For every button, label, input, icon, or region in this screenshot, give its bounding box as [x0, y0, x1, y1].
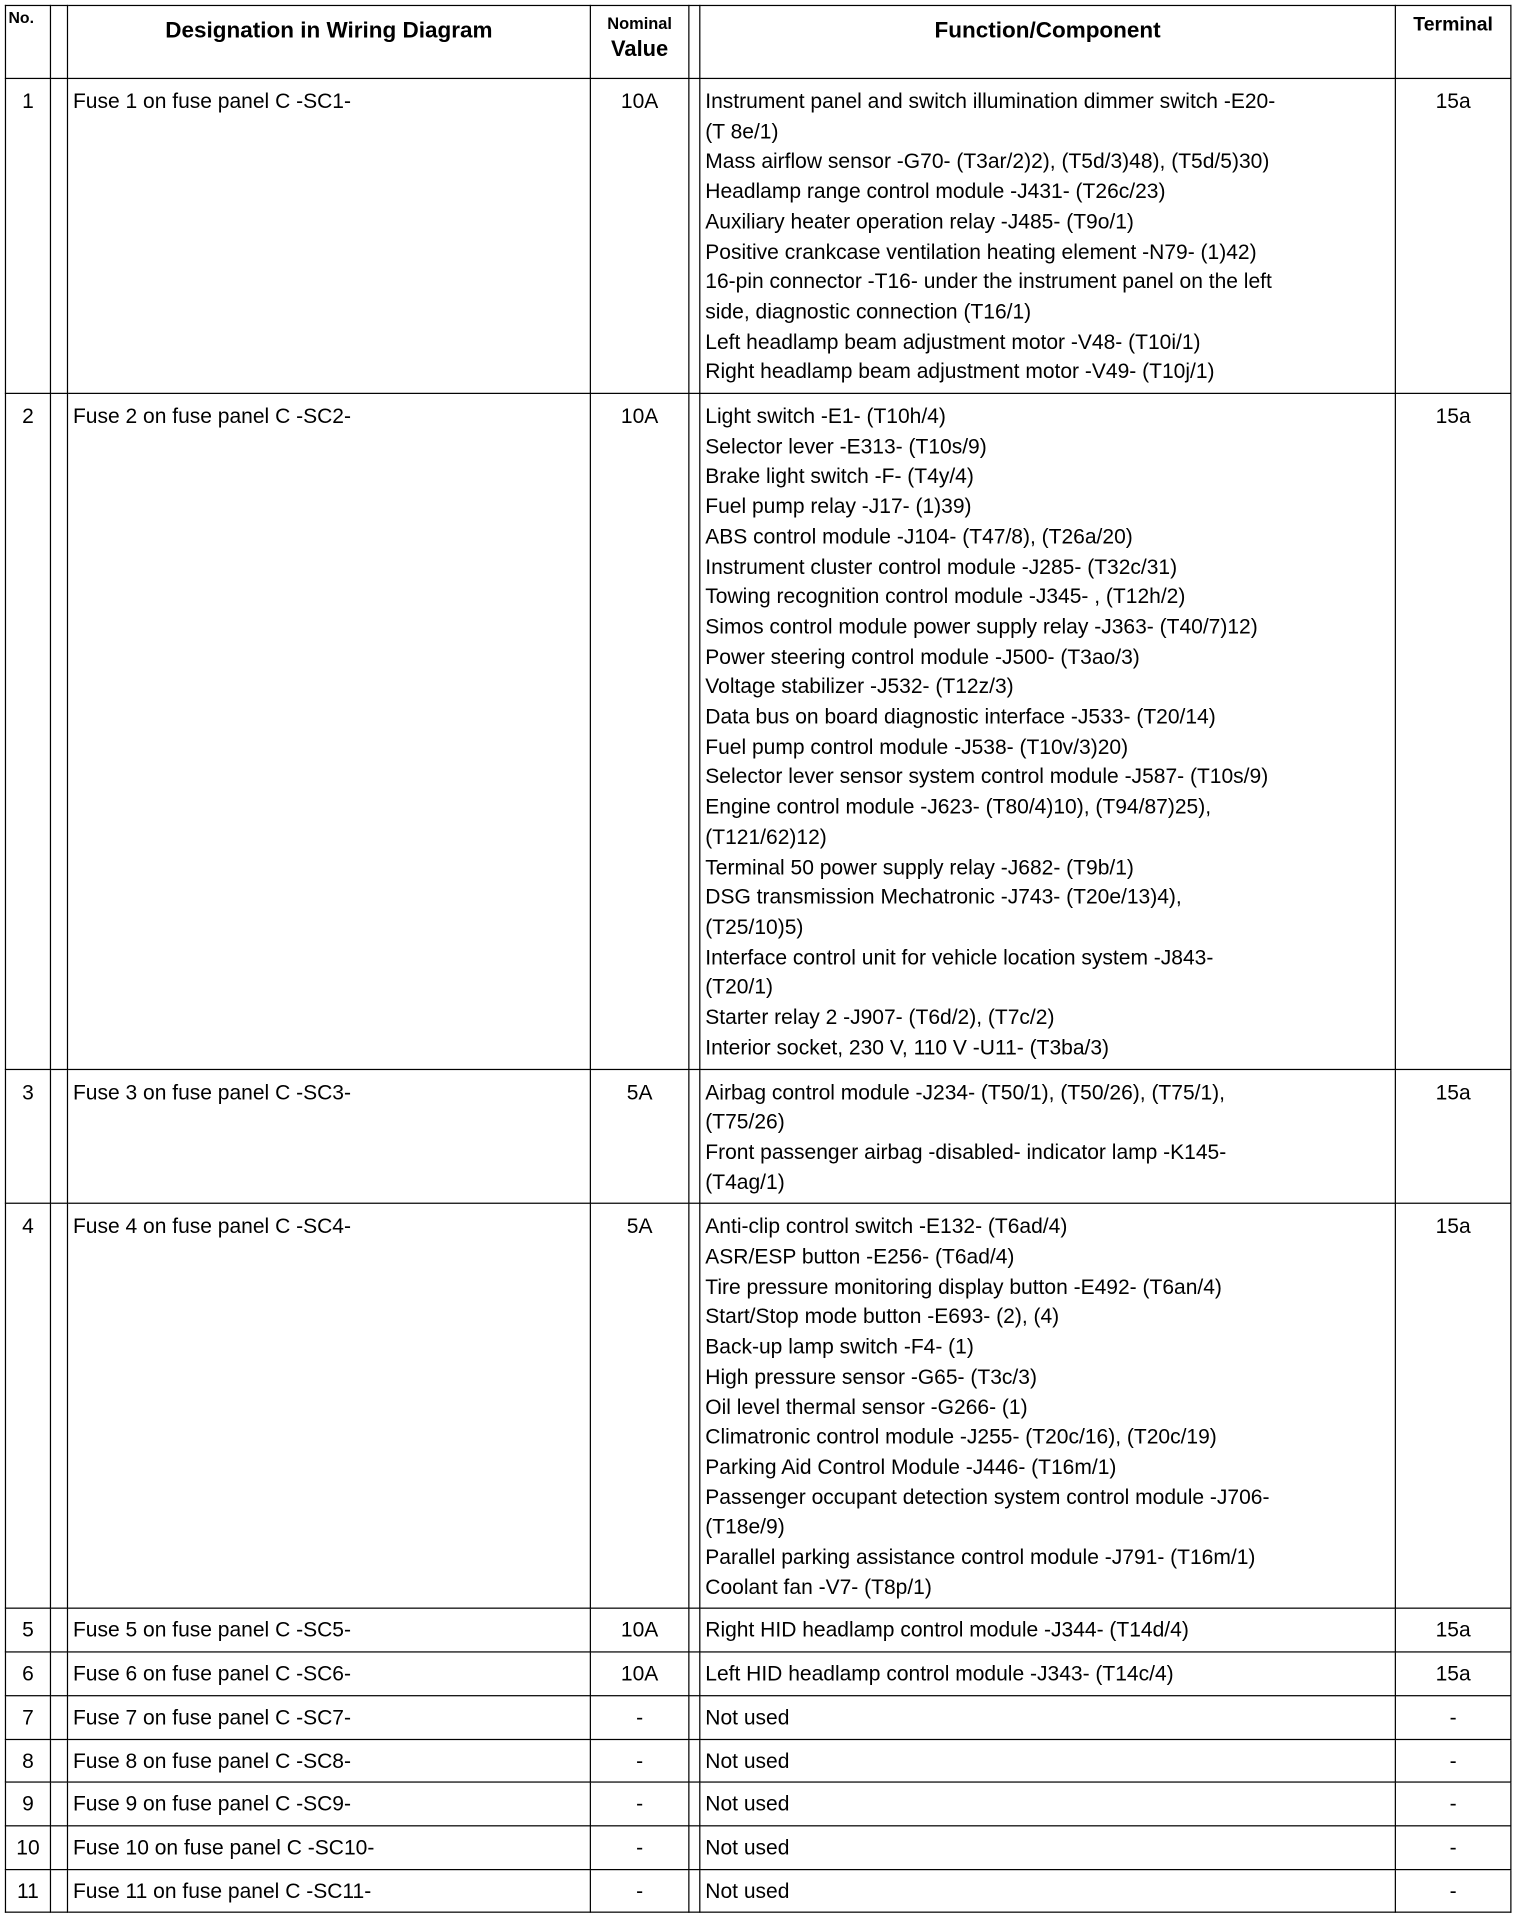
function-line: Left headlamp beam adjustment motor -V48- (T10i/1) [705, 329, 1201, 354]
row-number-cell: 9 [5, 1782, 50, 1825]
function-line: Not used [705, 1834, 790, 1860]
table-row [5, 393, 1510, 1068]
designation-cell: Fuse 6 on fuse panel C -SC6- [67, 1652, 590, 1695]
nominal-value-cell: - [590, 1826, 688, 1869]
function-line: High pressure sensor -G65- (T3c/3) [705, 1364, 1037, 1389]
designation-cell: Fuse 5 on fuse panel C -SC5- [67, 1609, 590, 1652]
table-row [5, 1869, 1510, 1912]
function-line: Selector lever -E313- (T10s/9) [705, 433, 987, 459]
table-row [5, 1696, 1510, 1739]
function-cell [700, 1652, 1396, 1695]
header-value-label: Value [611, 36, 669, 61]
spacer-cell [50, 78, 67, 393]
function-line: Simos control module power supply relay -J363- (T40/7)12) [705, 614, 1258, 639]
nominal-value-cell: 10A [590, 1609, 688, 1652]
row-number-cell: 4 [5, 1204, 50, 1609]
spacer-cell [689, 1782, 700, 1825]
header-terminal: Terminal [1395, 5, 1511, 78]
function-cell [700, 1782, 1396, 1825]
spacer-cell [689, 1204, 700, 1609]
function-line: side, diagnostic connection (T16/1) [705, 299, 1032, 324]
function-cell [700, 1069, 1396, 1204]
function-line: Left HID headlamp control module -J343- (T14c/4) [705, 1661, 1174, 1686]
nominal-value-cell: 5A [590, 1204, 688, 1609]
function-cell [700, 1826, 1396, 1869]
function-line: (T4ag/1) [705, 1169, 785, 1194]
function-line: Passenger occupant detection system control module -J706- [705, 1484, 1270, 1509]
function-line: Data bus on board diagnostic interface -J533- (T20/14) [705, 704, 1216, 729]
function-cell [700, 1696, 1396, 1739]
nominal-value-cell: 5A [590, 1069, 688, 1204]
spacer-cell [689, 1869, 700, 1912]
nominal-value-cell: - [590, 1869, 688, 1912]
table-row [5, 1609, 1510, 1652]
function-line: (T75/26) [705, 1109, 785, 1134]
function-line: Fuel pump relay -J17- (1)39) [705, 493, 972, 519]
function-line: Back-up lamp switch -F4- (1) [705, 1334, 974, 1359]
table-row [5, 1739, 1510, 1782]
terminal-cell: 15a [1395, 1069, 1511, 1204]
table-row [5, 1069, 1510, 1204]
function-line: Parallel parking assistance control module -J791- (T16m/1) [705, 1544, 1256, 1569]
function-cell [700, 78, 1396, 393]
function-line: Fuel pump control module -J538- (T10v/3)20) [705, 734, 1129, 759]
terminal-cell: - [1395, 1739, 1511, 1782]
table-row [5, 1204, 1510, 1609]
function-line: ABS control module -J104- (T47/8), (T26a/20) [705, 523, 1133, 549]
row-number-cell: 2 [5, 393, 50, 1068]
table-row [5, 1826, 1510, 1869]
function-line: 16-pin connector -T16- under the instrument panel on the left [705, 269, 1272, 294]
function-line: Climatronic control module -J255- (T20c/16), (T20c/19) [705, 1424, 1217, 1449]
function-line: Power steering control module -J500- (T3ao/3) [705, 644, 1140, 669]
function-line: (T 8e/1) [705, 118, 779, 144]
function-line: (T18e/9) [705, 1514, 785, 1539]
function-line: Brake light switch -F- (T4y/4) [705, 463, 974, 489]
function-line: Instrument panel and switch illumination dimmer switch -E20- [705, 88, 1276, 114]
function-line: Coolant fan -V7- (T8p/1) [705, 1574, 932, 1599]
spacer-cell [50, 1652, 67, 1695]
spacer-cell [50, 1696, 67, 1739]
nominal-value-cell: 10A [590, 78, 688, 393]
terminal-cell: 15a [1395, 1652, 1511, 1695]
terminal-cell: 15a [1395, 393, 1511, 1068]
function-line: Tire pressure monitoring display button -E492- (T6an/4) [705, 1274, 1222, 1299]
table-row [5, 1652, 1510, 1695]
table-row [5, 1782, 1510, 1825]
function-line: Not used [705, 1878, 790, 1903]
table-header-row [5, 5, 1510, 78]
spacer-cell [50, 393, 67, 1068]
function-line: Not used [705, 1704, 790, 1729]
designation-cell: Fuse 11 on fuse panel C -SC11- [67, 1869, 590, 1912]
terminal-cell: 15a [1395, 78, 1511, 393]
function-line: Selector lever sensor system control module -J587- (T10s/9) [705, 764, 1269, 789]
row-number-cell: 6 [5, 1652, 50, 1695]
function-line: Towing recognition control module -J345- , (T12h/2) [705, 583, 1186, 609]
function-line: ASR/ESP button -E256- (T6ad/4) [705, 1243, 1015, 1269]
nominal-value-cell: - [590, 1739, 688, 1782]
spacer-cell [50, 1869, 67, 1912]
designation-cell: Fuse 9 on fuse panel C -SC9- [67, 1782, 590, 1825]
function-line: (T25/10)5) [705, 914, 804, 939]
spacer-cell [689, 1739, 700, 1782]
spacer-cell [689, 1652, 700, 1695]
header-nominal-value [590, 5, 688, 78]
function-line: Interface control unit for vehicle location system -J843- [705, 944, 1214, 969]
function-line: Engine control module -J623- (T80/4)10), (T94/87)25), [705, 794, 1212, 819]
header-spacer [50, 5, 67, 78]
function-line: Oil level thermal sensor -G266- (1) [705, 1394, 1028, 1419]
designation-cell: Fuse 2 on fuse panel C -SC2- [67, 393, 590, 1068]
function-line: Auxiliary heater operation relay -J485- (T9o/1) [705, 208, 1134, 234]
terminal-cell: - [1395, 1782, 1511, 1825]
function-line: Terminal 50 power supply relay -J682- (T9b/1) [705, 854, 1134, 879]
row-number-cell: 3 [5, 1069, 50, 1204]
function-line: Light switch -E1- (T10h/4) [705, 403, 946, 429]
designation-cell: Fuse 8 on fuse panel C -SC8- [67, 1739, 590, 1782]
function-line: Positive crankcase ventilation heating element -N79- (1)42) [705, 238, 1257, 264]
function-line: Anti-clip control switch -E132- (T6ad/4) [705, 1213, 1068, 1239]
spacer-cell [689, 393, 700, 1068]
function-cell [700, 1204, 1396, 1609]
header-function: Function/Component [700, 5, 1396, 78]
row-number-cell: 7 [5, 1696, 50, 1739]
function-cell [700, 393, 1396, 1068]
function-line: Right headlamp beam adjustment motor -V49- (T10j/1) [705, 359, 1215, 384]
header-designation: Designation in Wiring Diagram [67, 5, 590, 78]
spacer-cell [50, 1069, 67, 1204]
table-row [5, 78, 1510, 393]
terminal-cell: 15a [1395, 1204, 1511, 1609]
function-line: (T20/1) [705, 974, 774, 999]
designation-cell: Fuse 3 on fuse panel C -SC3- [67, 1069, 590, 1204]
nominal-value-cell: 10A [590, 393, 688, 1068]
terminal-cell: - [1395, 1869, 1511, 1912]
row-number-cell: 1 [5, 78, 50, 393]
function-line: Mass airflow sensor -G70- (T3ar/2)2), (T5d/3)48), (T5d/5)30) [705, 148, 1270, 174]
nominal-value-cell: - [590, 1696, 688, 1739]
header-spacer [689, 5, 700, 78]
designation-cell: Fuse 10 on fuse panel C -SC10- [67, 1826, 590, 1869]
row-number-cell: 10 [5, 1826, 50, 1869]
designation-cell: Fuse 7 on fuse panel C -SC7- [67, 1696, 590, 1739]
function-line: (T121/62)12) [705, 824, 827, 849]
function-line: Not used [705, 1748, 790, 1773]
function-line: Front passenger airbag -disabled- indicator lamp -K145- [705, 1139, 1227, 1164]
header-nominal-label: Nominal [607, 14, 672, 33]
function-line: Interior socket, 230 V, 110 V -U11- (T3ba/3) [705, 1034, 1110, 1059]
function-line: Starter relay 2 -J907- (T6d/2), (T7c/2) [705, 1004, 1055, 1029]
function-line: Start/Stop mode button -E693- (2), (4) [705, 1304, 1060, 1329]
spacer-cell [50, 1739, 67, 1782]
nominal-value-cell: 10A [590, 1652, 688, 1695]
function-line: DSG transmission Mechatronic -J743- (T20e/13)4), [705, 884, 1182, 909]
spacer-cell [50, 1609, 67, 1652]
function-line: Airbag control module -J234- (T50/1), (T50/26), (T75/1), [705, 1079, 1226, 1104]
function-cell [700, 1739, 1396, 1782]
spacer-cell [50, 1204, 67, 1609]
spacer-cell [689, 1826, 700, 1869]
function-line: Not used [705, 1791, 790, 1816]
function-cell [700, 1869, 1396, 1912]
spacer-cell [689, 1609, 700, 1652]
table-body [5, 78, 1510, 1912]
spacer-cell [689, 78, 700, 393]
terminal-cell: 15a [1395, 1609, 1511, 1652]
spacer-cell [689, 1069, 700, 1204]
row-number-cell: 11 [5, 1869, 50, 1912]
function-line: Right HID headlamp control module -J344- (T14d/4) [705, 1617, 1189, 1643]
spacer-cell [50, 1826, 67, 1869]
row-number-cell: 8 [5, 1739, 50, 1782]
function-line: Headlamp range control module -J431- (T26c/23) [705, 178, 1166, 204]
terminal-cell: - [1395, 1826, 1511, 1869]
row-number-cell: 5 [5, 1609, 50, 1652]
function-cell [700, 1609, 1396, 1652]
fuse-assignment-table [5, 5, 1512, 1913]
designation-cell: Fuse 1 on fuse panel C -SC1- [67, 78, 590, 393]
function-line: Instrument cluster control module -J285- (T32c/31) [705, 553, 1178, 579]
spacer-cell [50, 1782, 67, 1825]
nominal-value-cell: - [590, 1782, 688, 1825]
spacer-cell [689, 1696, 700, 1739]
designation-cell: Fuse 4 on fuse panel C -SC4- [67, 1204, 590, 1609]
function-line: Voltage stabilizer -J532- (T12z/3) [705, 674, 1014, 699]
header-no: No. [5, 5, 50, 78]
function-line: Parking Aid Control Module -J446- (T16m/1) [705, 1454, 1117, 1479]
terminal-cell: - [1395, 1696, 1511, 1739]
